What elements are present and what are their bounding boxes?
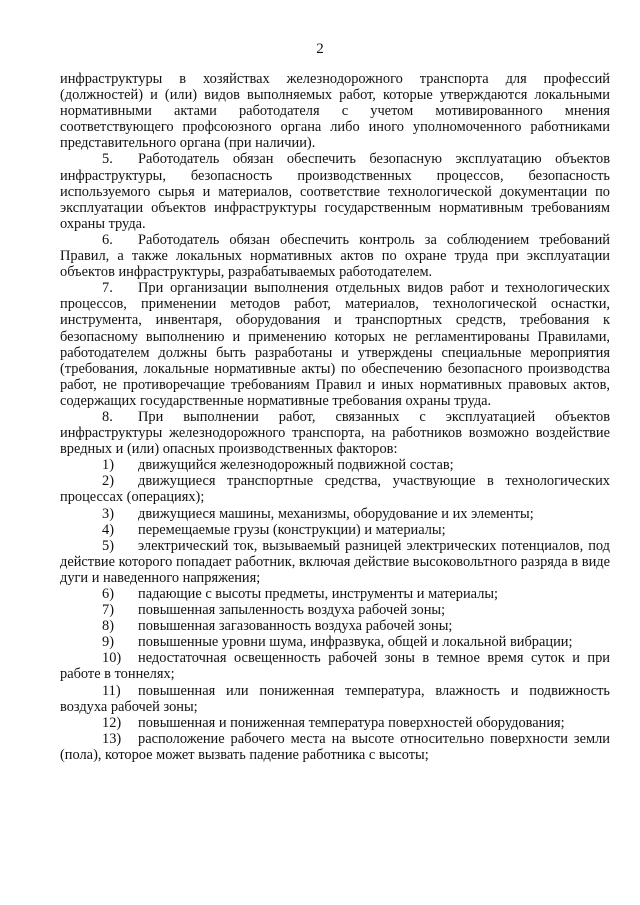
factor-text: повышенная запыленность воздуха рабочей зоны;	[138, 602, 446, 619]
factor-number: 6)	[102, 586, 114, 602]
factor-number: 7)	[102, 602, 114, 619]
factor-item-12	[60, 715, 610, 731]
factor-item-7	[60, 602, 610, 618]
paragraph-number: 8.	[102, 408, 113, 425]
factor-number: 1)	[102, 457, 114, 474]
factor-number: 4)	[102, 521, 114, 538]
factor-number: 3)	[102, 505, 114, 522]
paragraph-text: При выполнении работ, связанных с эксплуатацией объектов инфраструктуры железнодорожного транспорта, на работников возможно воздействие вредных и (или) опасных производственных факторов:	[60, 408, 610, 458]
paragraph-5	[60, 151, 610, 231]
factor-item-10	[60, 650, 610, 682]
factor-number: 10)	[102, 650, 122, 667]
factor-text: движущийся железнодорожный подвижной состав;	[138, 457, 454, 474]
paragraph-6	[60, 232, 610, 280]
paragraph-number: 7.	[102, 280, 113, 297]
factor-item-4	[60, 522, 610, 538]
factor-item-5	[60, 538, 610, 586]
paragraph-text: Работодатель обязан обеспечить контроль за соблюдением требований Правил, а также локальных нормативных актов по охране труда при эксплуатации объектов инфраструктуры, разрабатываемых работодателем.	[60, 231, 610, 281]
factor-number: 2)	[102, 473, 114, 490]
paragraph-text: При организации выполнения отдельных видов работ и технологических процессов, применении методов работ, материалов, технологической оснастки, инструмента, инвентаря, оборудования и транспортных средств, требования к безопасному выполнению и применению которых не регламентированы Правилами, работодателем должны быть разработаны и утверждены специальные мероприятия (требования, локальные нормативные акты) по обеспечению безопасного производства работ, не противоречащие требованиям Правил и иных нормативных правовых актов, содержащих государственные нормативные требования охраны труда.	[60, 280, 610, 409]
paragraph-continuation	[60, 71, 610, 151]
document-body	[60, 71, 610, 763]
factor-number: 13)	[102, 730, 122, 747]
factor-number: 12)	[102, 714, 122, 731]
factor-item-3	[60, 506, 610, 522]
factor-text: движущиеся транспортные средства, участвующие в технологических процессах (операциях);	[60, 473, 610, 506]
paragraph-number: 6.	[102, 231, 113, 248]
factor-item-2	[60, 473, 610, 505]
paragraph-8	[60, 409, 610, 457]
factor-number: 5)	[102, 537, 114, 554]
factor-item-8	[60, 618, 610, 634]
factor-text: движущиеся машины, механизмы, оборудование и их элементы;	[138, 505, 534, 522]
factor-text: электрический ток, вызываемый разницей электрических потенциалов, под действие которого попадает работник, включая действие высоковольтного разряда в виде дуги и наведенного напряжения;	[60, 537, 610, 586]
factor-item-11	[60, 683, 610, 715]
factor-text: расположение рабочего места на высоте относительно поверхности земли (пола), которое может вызвать падение работника с высоты;	[60, 730, 610, 763]
factor-text: перемещаемые грузы (конструкции) и материалы;	[138, 521, 446, 538]
paragraph-number: 5.	[102, 151, 113, 168]
paragraph-7	[60, 280, 610, 409]
factor-text: повышенная загазованность воздуха рабочей зоны;	[138, 618, 453, 635]
paragraph-text: инфраструктуры в хозяйствах железнодорожного транспорта для профессий (должностей) и (или) видов выполняемых работ, которые утверждаются локальными нормативными актами работодателя с учетом мотивированного мнения соответствующего профсоюзного органа либо иного уполномоченного работниками представительного органа (при наличии).	[60, 71, 610, 152]
factor-text: падающие с высоты предметы, инструменты и материалы;	[138, 586, 499, 602]
factor-item-1	[60, 457, 610, 473]
factor-text: повышенная и пониженная температура поверхностей оборудования;	[138, 714, 565, 731]
factor-item-13	[60, 731, 610, 763]
page-number: 2	[316, 41, 324, 57]
factor-text: недостаточная освещенность рабочей зоны в темное время суток и при работе в тоннелях;	[60, 650, 610, 683]
paragraph-text: Работодатель обязан обеспечить безопасную эксплуатацию объектов инфраструктуры, безопасность производственных процессов, безопасность используемого сырья и материалов, соответствие технологической документации по эксплуатации объектов инфраструктуры государственным нормативным требованиям охраны труда.	[60, 151, 610, 232]
factor-number: 11)	[102, 682, 121, 699]
factor-number: 8)	[102, 618, 114, 635]
factor-text: повышенные уровни шума, инфразвука, общей и локальной вибрации;	[138, 634, 573, 651]
factor-text: повышенная или пониженная температура, влажность и подвижность воздуха рабочей зоны;	[60, 682, 610, 715]
factor-number: 9)	[102, 634, 114, 651]
factor-item-6	[60, 586, 610, 602]
factor-item-9	[60, 634, 610, 650]
